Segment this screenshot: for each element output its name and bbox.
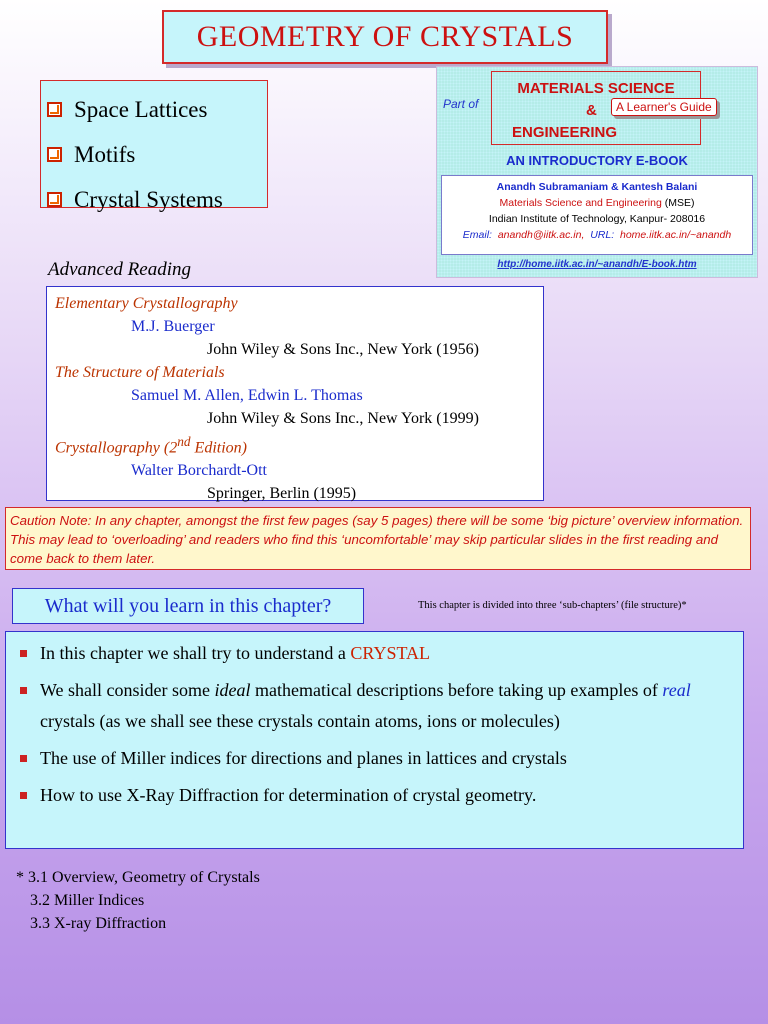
- book-title: The Structure of Materials: [55, 364, 225, 381]
- footnote-line: 3.2 Miller Indices: [30, 892, 145, 909]
- bullet-text-part: mathematical descriptions before taking up examples of: [250, 680, 663, 700]
- url-label: URL:: [590, 229, 615, 241]
- mse-ampersand: &: [586, 102, 597, 119]
- square-bullet-icon: [20, 755, 27, 762]
- square-bullet-icon: [20, 792, 27, 799]
- checkbox-bullet-icon: [47, 102, 62, 117]
- ideal-emphasis: ideal: [214, 680, 251, 700]
- book-publisher: John Wiley & Sons Inc., New York (1956): [207, 341, 479, 358]
- topic-label: Crystal Systems: [74, 186, 223, 212]
- list-item: [20, 638, 743, 669]
- homepage-link[interactable]: home.iitk.ac.in/~anandh: [620, 229, 732, 241]
- bullet-text: [40, 638, 430, 669]
- department-name: Materials Science and Engineering: [499, 197, 662, 209]
- caution-note: Caution Note: In any chapter, amongst the first few pages (say 5 pages) there will be some ‘big picture’ overview information. This may lead to ‘overloading’ and readers who find this ‘uncomfortable’ may skip particular slides in the first reading and come back to them later.: [5, 507, 751, 570]
- ebook-banner: [436, 66, 758, 278]
- checkbox-bullet-icon: [47, 147, 62, 162]
- email-link[interactable]: anandh@iitk.ac.in,: [497, 229, 585, 241]
- reading-list: [46, 286, 544, 501]
- advanced-reading-label: Advanced Reading: [48, 259, 191, 280]
- learners-guide-badge: A Learner's Guide: [611, 98, 717, 116]
- learn-heading: What will you learn in this chapter?: [12, 588, 364, 624]
- square-bullet-icon: [20, 650, 27, 657]
- footnote-line: 3.3 X-ray Diffraction: [30, 915, 167, 932]
- book-title: [47, 430, 543, 459]
- checkbox-bullet-icon: [47, 192, 62, 207]
- list-item: [20, 780, 743, 811]
- book-title-suffix: Edition): [190, 439, 247, 457]
- bullet-text: [40, 675, 743, 737]
- institute: Indian Institute of Technology, Kanpur- 208016: [488, 213, 706, 225]
- intro-ebook-label: AN INTRODUCTORY E-BOOK: [506, 153, 688, 168]
- contact-line: [442, 227, 752, 243]
- bullet-text: The use of Miller indices for directions and planes in lattices and crystals: [40, 748, 567, 768]
- topic-item: [47, 177, 267, 222]
- book-author: Walter Borchardt-Ott: [131, 462, 267, 480]
- topic-item: [47, 87, 267, 132]
- email-label: Email:: [462, 229, 492, 241]
- part-of-label: Part of: [443, 97, 479, 111]
- list-item: [20, 675, 743, 737]
- topic-item: [47, 132, 267, 177]
- subchapter-note: This chapter is divided into three ‘sub-chapters’ (file structure)*: [418, 600, 687, 611]
- mse-line2: ENGINEERING: [512, 124, 618, 141]
- topic-label: Motifs: [74, 141, 136, 167]
- chapter-objectives: [5, 631, 744, 849]
- bullet-text-part: In this chapter we shall try to understand a: [40, 643, 351, 663]
- topic-label: Space Lattices: [74, 96, 208, 122]
- department-abbr: (MSE): [664, 197, 695, 209]
- footnote-subchapters: [16, 866, 260, 935]
- square-bullet-icon: [20, 687, 27, 694]
- book-publisher: John Wiley & Sons Inc., New York (1999): [207, 410, 479, 427]
- ebook-url-link[interactable]: http://home.iitk.ac.in/~anandh/E-book.htm: [497, 259, 697, 270]
- page-title: GEOMETRY OF CRYSTALS: [162, 10, 608, 64]
- bullet-text-part: crystals (as we shall see these crystals contain atoms, ions or molecules): [40, 711, 560, 731]
- book-author: Samuel M. Allen, Edwin L. Thomas: [131, 387, 363, 404]
- mse-line1: MATERIALS SCIENCE: [517, 80, 675, 97]
- department: [442, 195, 752, 211]
- bullet-text: How to use X-Ray Diffraction for determination of crystal geometry.: [40, 785, 537, 805]
- book-title: Elementary Crystallography: [55, 295, 238, 312]
- author-names: Anandh Subramaniam & Kantesh Balani: [496, 181, 698, 193]
- list-item: [20, 743, 743, 774]
- topics-box: [40, 80, 268, 212]
- authors-box: [441, 175, 753, 255]
- footnote-line: * 3.1 Overview, Geometry of Crystals: [16, 869, 260, 886]
- book-title-prefix: Crystallography (2: [55, 439, 178, 457]
- book-author: M.J. Buerger: [131, 318, 215, 335]
- bullet-text-part: We shall consider some: [40, 680, 215, 700]
- real-emphasis: real: [662, 680, 691, 700]
- book-publisher: Springer, Berlin (1995): [207, 485, 357, 503]
- book-title-sup: nd: [177, 434, 191, 449]
- crystal-highlight: CRYSTAL: [350, 643, 430, 663]
